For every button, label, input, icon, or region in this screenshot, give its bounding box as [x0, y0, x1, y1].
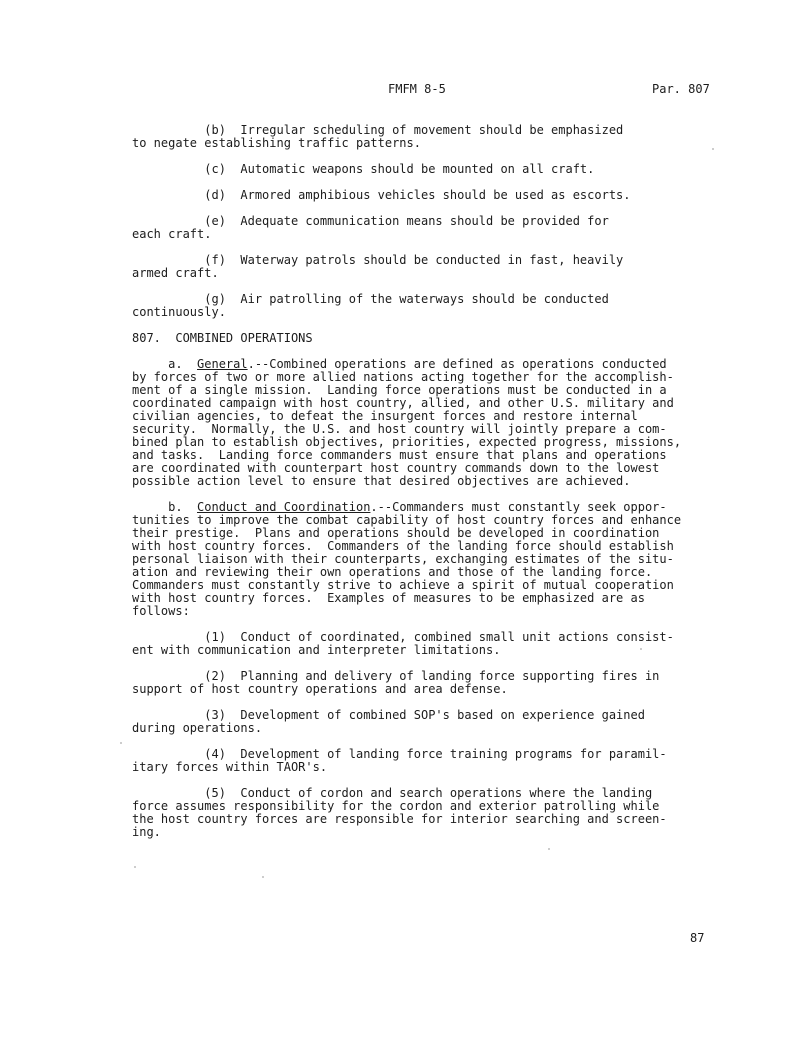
paragraph-line: with host country forces. Examples of measures to be emphasized are as	[132, 591, 645, 605]
paragraph-title: General	[197, 357, 248, 371]
list-item-line: (d) Armored amphibious vehicles should be used as escorts.	[132, 188, 631, 202]
list-item-line: to negate establishing traffic patterns.	[132, 136, 421, 150]
list-item-line: (b) Irregular scheduling of movement should be emphasized	[132, 123, 624, 137]
list-item-line: armed craft.	[132, 266, 219, 280]
measure-item-1	[132, 631, 727, 657]
paragraph-title: Conduct and Coordination	[197, 500, 371, 514]
paragraph-line: follows:	[132, 604, 190, 618]
paragraph-b	[132, 501, 727, 618]
header-doc-id: FMFM 8-5	[388, 82, 446, 96]
list-item-line: (f) Waterway patrols should be conducted in fast, heavily	[132, 253, 624, 267]
measure-line: ent with communication and interpreter limitations.	[132, 643, 501, 657]
measure-line: the host country forces are responsible for interior searching and screen-	[132, 812, 667, 826]
list-item-line: (c) Automatic weapons should be mounted on all craft.	[132, 162, 595, 176]
paragraph-line: ation and reviewing their own operations and those of the landing force.	[132, 565, 653, 579]
measure-item-2	[132, 670, 727, 696]
paragraph-prefix: b.	[132, 500, 198, 514]
scan-speck	[134, 866, 136, 868]
paragraph-line: with host country forces. Commanders of the landing force should establish	[132, 539, 674, 553]
measure-line: (2) Planning and delivery of landing force supporting fires in	[132, 669, 660, 683]
paragraph-line: Commanders must constantly strive to achieve a spirit of mutual cooperation	[132, 578, 674, 592]
list-item-e	[132, 215, 727, 241]
list-item-line: (e) Adequate communication means should be provided for	[132, 214, 609, 228]
page-number: 87	[690, 931, 705, 945]
paragraph-line: civilian agencies, to defeat the insurgent forces and restore internal	[132, 409, 638, 423]
paragraph-line: personal liaison with their counterparts, exchanging estimates of the situ-	[132, 552, 674, 566]
paragraph-text: .--Commanders must constantly seek oppor-	[370, 500, 667, 514]
paragraph-line: their prestige. Plans and operations should be developed in coordination	[132, 526, 660, 540]
paragraph-line: bined plan to establish objectives, priorities, expected progress, missions,	[132, 435, 682, 449]
list-item-b	[132, 124, 727, 150]
paragraph-line: tunities to improve the combat capability of host country forces and enhance	[132, 513, 682, 527]
paragraph-a	[132, 358, 727, 488]
measure-item-3	[132, 709, 727, 735]
measure-line: during operations.	[132, 721, 263, 735]
paragraph-line: and tasks. Landing force commanders must ensure that plans and operations	[132, 448, 667, 462]
scan-speck	[712, 148, 714, 150]
paragraph-line: by forces of two or more allied nations acting together for the accomplish-	[132, 370, 674, 384]
paragraph-line: security. Normally, the U.S. and host country will jointly prepare a com-	[132, 422, 667, 436]
paragraph-line: are coordinated with counterpart host country commands down to the lowest	[132, 461, 660, 475]
scan-speck	[640, 648, 642, 650]
paragraph-line: possible action level to ensure that desired objectives are achieved.	[132, 474, 631, 488]
measure-line: ing.	[132, 825, 161, 839]
scan-speck	[548, 848, 550, 850]
measure-line: (4) Development of landing force training programs for paramil-	[132, 747, 667, 761]
list-item-f	[132, 254, 727, 280]
list-item-d	[132, 189, 727, 202]
header-paragraph-ref: Par. 807	[652, 82, 710, 96]
measure-line: (3) Development of combined SOP's based on experience gained	[132, 708, 645, 722]
scan-speck	[120, 742, 122, 744]
measure-line: force assumes responsibility for the cordon and exterior patrolling while	[132, 799, 660, 813]
measure-item-4	[132, 748, 727, 774]
measure-line: (5) Conduct of cordon and search operations where the landing	[132, 786, 653, 800]
measure-item-5	[132, 787, 727, 839]
paragraph-line: ment of a single mission. Landing force operations must be conducted in a	[132, 383, 667, 397]
list-item-g	[132, 293, 727, 319]
paragraph-prefix: a.	[132, 357, 198, 371]
measure-line: itary forces within TAOR's.	[132, 760, 328, 774]
list-item-c	[132, 163, 727, 176]
list-item-line: continuously.	[132, 305, 226, 319]
list-item-line: each craft.	[132, 227, 212, 241]
section-heading: 807. COMBINED OPERATIONS	[132, 331, 313, 345]
measure-line: support of host country operations and area defense.	[132, 682, 508, 696]
paragraph-line: coordinated campaign with host country, allied, and other U.S. military and	[132, 396, 674, 410]
paragraph-text: .--Combined operations are defined as operations conducted	[247, 357, 667, 371]
measure-line: (1) Conduct of coordinated, combined small unit actions consist-	[132, 630, 674, 644]
list-item-line: (g) Air patrolling of the waterways should be conducted	[132, 292, 609, 306]
scan-speck	[262, 876, 264, 878]
